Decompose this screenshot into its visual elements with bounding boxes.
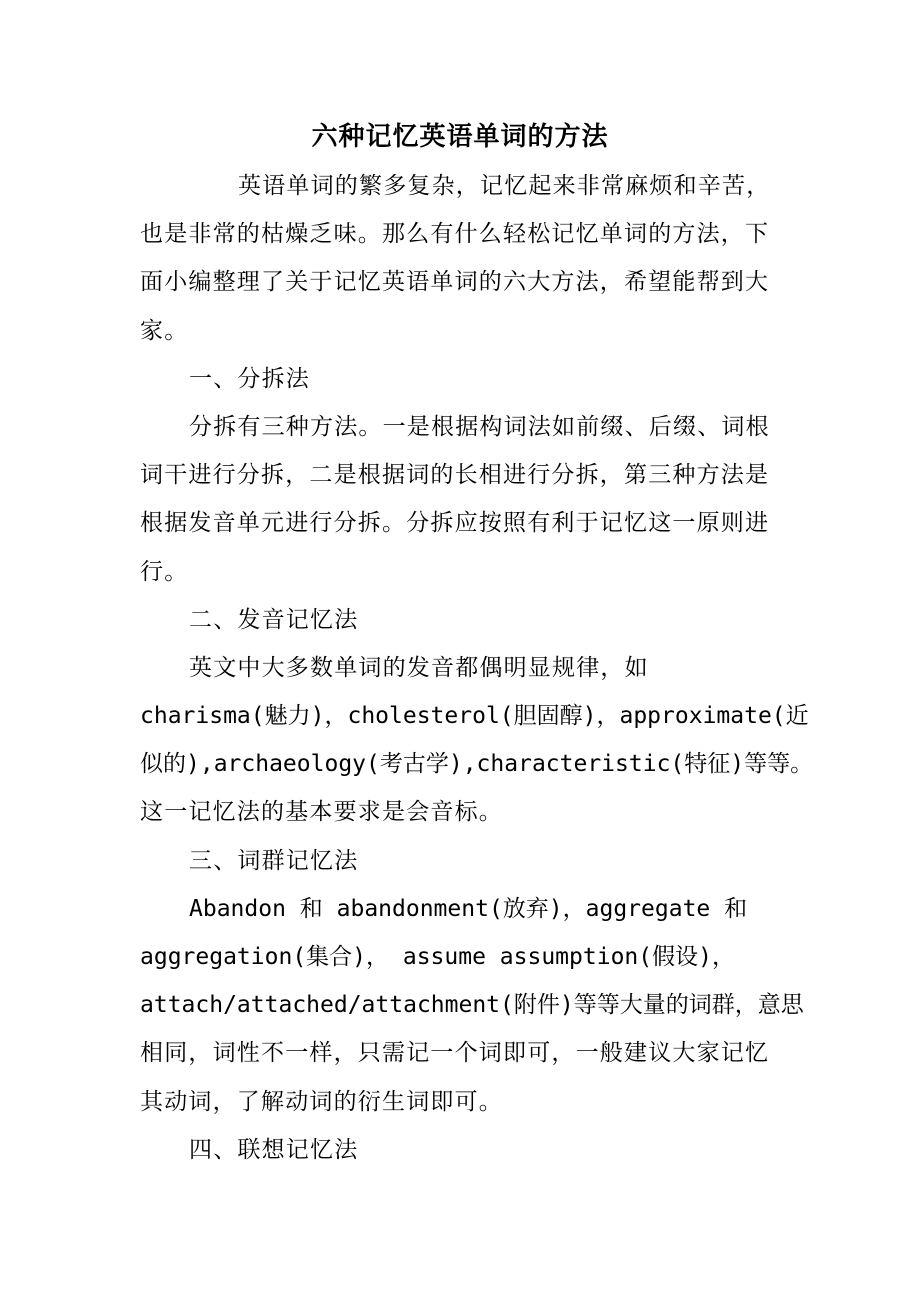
paragraph-line: aggregation(集合)， assume assumption(假设)，	[140, 944, 735, 970]
paragraph-line: 行。	[140, 558, 189, 585]
paragraph-line: attach/attached/attachment(附件)等等大量的词群，意思	[140, 992, 804, 1019]
section-heading: 二、发音记忆法	[189, 606, 359, 633]
paragraph-line: 根据发音单元进行分拆。分拆应按照有利于记忆这一原则进	[140, 510, 770, 537]
paragraph-line: 家。	[140, 317, 189, 344]
paragraph-line: 英语单词的繁多复杂，记忆起来非常麻烦和辛苦，	[238, 173, 771, 199]
paragraph-line: 词干进行分拆，二是根据词的长相进行分拆，第三种方法是	[140, 462, 770, 489]
paragraph-line: 其动词，了解动词的衍生词即可。	[140, 1088, 503, 1115]
section-heading: 一、分拆法	[189, 365, 310, 392]
paragraph-line: 分拆有三种方法。一是根据构词法如前缀、后缀、词根	[189, 413, 770, 440]
paragraph-line: 面小编整理了关于记忆英语单词的六大方法，希望能帮到大	[140, 269, 770, 296]
paragraph-line: Abandon 和 abandonment(放弃)，aggregate 和	[189, 895, 748, 922]
paragraph-line: 这一记忆法的基本要求是会音标。	[140, 799, 503, 826]
paragraph-line: 相同，词性不一样，只需记一个词即可，一般建议大家记忆	[140, 1040, 770, 1067]
document-title: 六种记忆英语单词的方法	[311, 122, 609, 152]
paragraph-line: 似的),archaeology(考古学),characteristic(特征)等等。	[140, 751, 814, 778]
section-heading: 三、词群记忆法	[189, 847, 359, 874]
paragraph-line: 也是非常的枯燥乏味。那么有什么轻松记忆单词的方法，下	[140, 221, 770, 248]
paragraph-line: charisma(魅力)，cholesterol(胆固醇)，approximate(近	[140, 703, 809, 730]
document-body	[140, 162, 814, 1174]
paragraph-line: 英文中大多数单词的发音都偶明显规律，如	[189, 654, 649, 681]
section-heading: 四、联想记忆法	[189, 1136, 359, 1163]
